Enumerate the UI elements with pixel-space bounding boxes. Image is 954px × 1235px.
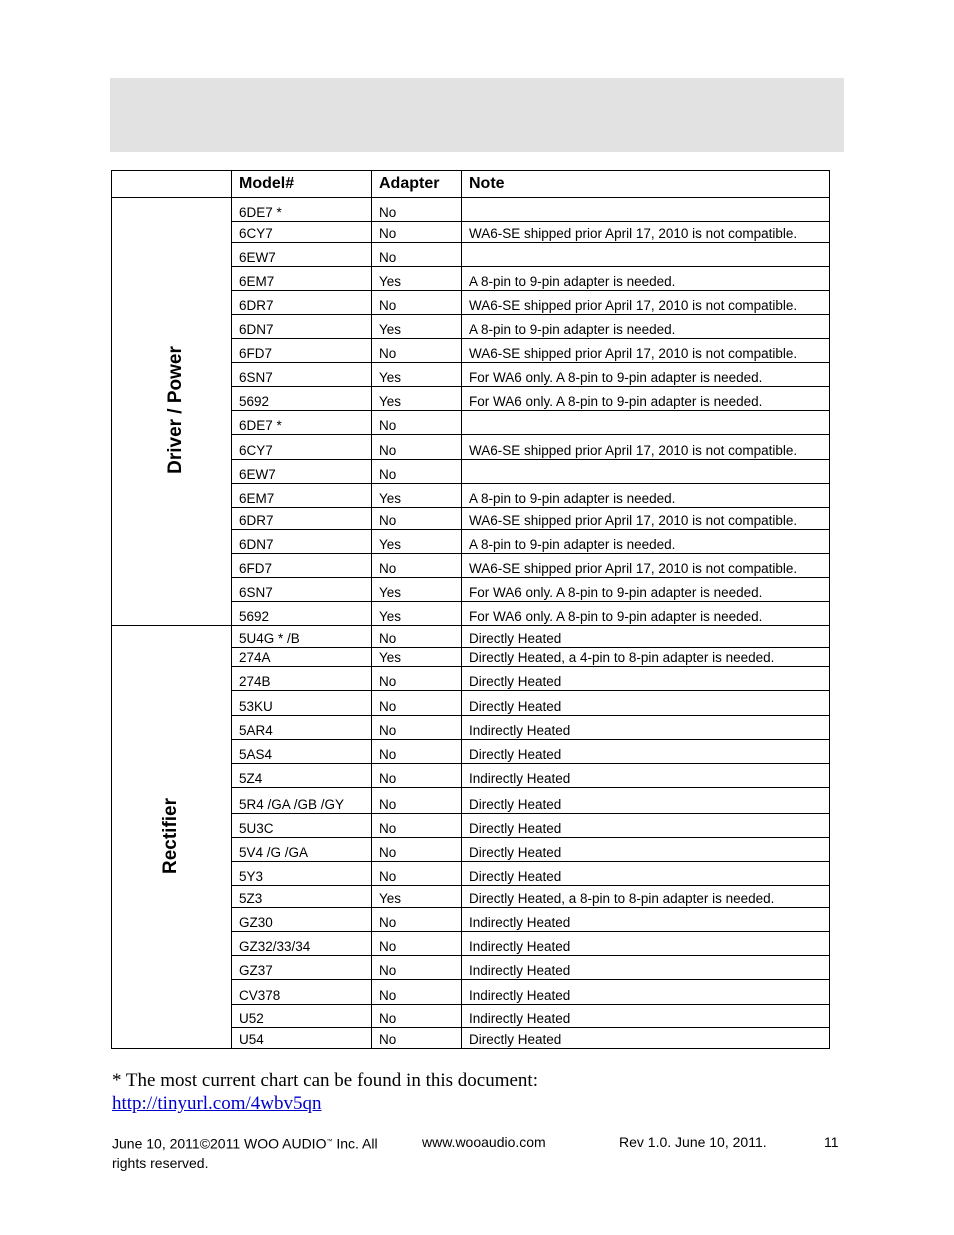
group-label-text: Driver / Power bbox=[164, 346, 186, 474]
cell-model: 5U3C bbox=[232, 814, 372, 838]
cell-model: GZ32/33/34 bbox=[232, 932, 372, 956]
cell-adapter: No bbox=[372, 980, 462, 1005]
cell-note: Directly Heated bbox=[462, 1028, 830, 1049]
cell-note: WA6-SE shipped prior April 17, 2010 is not compatible. bbox=[462, 339, 830, 363]
cell-adapter: No bbox=[372, 764, 462, 788]
copyright-text: June 10, 2011©2011 WOO AUDIO bbox=[112, 1135, 327, 1152]
cell-model: 5Z3 bbox=[232, 886, 372, 908]
header-banner bbox=[110, 78, 844, 152]
cell-note: Directly Heated bbox=[462, 838, 830, 862]
cell-model: 274B bbox=[232, 667, 372, 691]
cell-model: 5V4 /G /GA bbox=[232, 838, 372, 862]
cell-adapter: No bbox=[372, 435, 462, 460]
footnote-text: * The most current chart can be found in this document: bbox=[112, 1070, 538, 1091]
cell-adapter: No bbox=[372, 908, 462, 932]
copyright-text-end: Inc. All bbox=[332, 1135, 378, 1152]
cell-model: 6DR7 bbox=[232, 508, 372, 530]
cell-note: WA6-SE shipped prior April 17, 2010 is not compatible. bbox=[462, 435, 830, 460]
cell-note: Indirectly Heated bbox=[462, 932, 830, 956]
cell-note: A 8-pin to 9-pin adapter is needed. bbox=[462, 530, 830, 554]
cell-note: A 8-pin to 9-pin adapter is needed. bbox=[462, 267, 830, 291]
cell-note: Indirectly Heated bbox=[462, 764, 830, 788]
cell-model: 6DR7 bbox=[232, 291, 372, 315]
cell-adapter: Yes bbox=[372, 363, 462, 387]
cell-adapter: Yes bbox=[372, 484, 462, 508]
cell-note: A 8-pin to 9-pin adapter is needed. bbox=[462, 315, 830, 339]
cell-adapter: Yes bbox=[372, 602, 462, 626]
cell-note: Indirectly Heated bbox=[462, 956, 830, 980]
cell-model: U54 bbox=[232, 1028, 372, 1049]
cell-adapter: Yes bbox=[372, 886, 462, 908]
cell-adapter: No bbox=[372, 411, 462, 435]
cell-adapter: No bbox=[372, 814, 462, 838]
cell-model: 6FD7 bbox=[232, 554, 372, 578]
cell-note: For WA6 only. A 8-pin to 9-pin adapter is needed. bbox=[462, 578, 830, 602]
footnote-link[interactable]: http://tinyurl.com/4wbv5qn bbox=[112, 1093, 322, 1114]
cell-adapter: No bbox=[372, 243, 462, 267]
cell-note: Indirectly Heated bbox=[462, 980, 830, 1005]
cell-model: 6EW7 bbox=[232, 460, 372, 484]
cell-note: Directly Heated bbox=[462, 862, 830, 886]
header-adapter: Adapter bbox=[372, 171, 462, 198]
header-group bbox=[112, 171, 232, 198]
cell-note: For WA6 only. A 8-pin to 9-pin adapter is needed. bbox=[462, 363, 830, 387]
page-number: 11 bbox=[824, 1134, 839, 1150]
cell-adapter: No bbox=[372, 667, 462, 691]
cell-adapter: No bbox=[372, 339, 462, 363]
cell-note: Directly Heated, a 8-pin to 8-pin adapter is needed. bbox=[462, 886, 830, 908]
footer-copyright bbox=[112, 1133, 402, 1173]
cell-note: WA6-SE shipped prior April 17, 2010 is not compatible. bbox=[462, 222, 830, 243]
cell-adapter: No bbox=[372, 554, 462, 578]
cell-note bbox=[462, 460, 830, 484]
cell-model: 6CY7 bbox=[232, 435, 372, 460]
cell-note: Directly Heated bbox=[462, 814, 830, 838]
copyright-text-line2: rights reserved. bbox=[112, 1154, 209, 1171]
cell-model: 53KU bbox=[232, 691, 372, 716]
cell-model: 6DN7 bbox=[232, 315, 372, 339]
cell-model: 5692 bbox=[232, 387, 372, 411]
cell-model: 5Z4 bbox=[232, 764, 372, 788]
cell-model: 5692 bbox=[232, 602, 372, 626]
cell-adapter: No bbox=[372, 198, 462, 222]
cell-note bbox=[462, 411, 830, 435]
cell-model: 5AS4 bbox=[232, 740, 372, 764]
cell-adapter: Yes bbox=[372, 267, 462, 291]
header-note: Note bbox=[462, 171, 830, 198]
cell-model: 274A bbox=[232, 648, 372, 667]
cell-note: WA6-SE shipped prior April 17, 2010 is not compatible. bbox=[462, 554, 830, 578]
footnote bbox=[112, 1069, 538, 1115]
cell-note: For WA6 only. A 8-pin to 9-pin adapter is needed. bbox=[462, 387, 830, 411]
cell-adapter: No bbox=[372, 716, 462, 740]
cell-model: 5AR4 bbox=[232, 716, 372, 740]
cell-note: A 8-pin to 9-pin adapter is needed. bbox=[462, 484, 830, 508]
cell-model: 6SN7 bbox=[232, 363, 372, 387]
cell-model: 6FD7 bbox=[232, 339, 372, 363]
header-model: Model# bbox=[232, 171, 372, 198]
cell-adapter: Yes bbox=[372, 315, 462, 339]
cell-model: 6DN7 bbox=[232, 530, 372, 554]
cell-adapter: No bbox=[372, 1005, 462, 1028]
cell-model: 6EW7 bbox=[232, 243, 372, 267]
cell-model: GZ30 bbox=[232, 908, 372, 932]
cell-model: 6EM7 bbox=[232, 267, 372, 291]
cell-adapter: No bbox=[372, 838, 462, 862]
group-label bbox=[112, 346, 231, 474]
table-row bbox=[112, 626, 830, 648]
cell-model: 5Y3 bbox=[232, 862, 372, 886]
cell-adapter: No bbox=[372, 862, 462, 886]
cell-note: WA6-SE shipped prior April 17, 2010 is not compatible. bbox=[462, 291, 830, 315]
cell-adapter: No bbox=[372, 460, 462, 484]
cell-note: Directly Heated, a 4-pin to 8-pin adapter is needed. bbox=[462, 648, 830, 667]
table-header-row bbox=[112, 171, 830, 198]
cell-adapter: No bbox=[372, 932, 462, 956]
cell-note bbox=[462, 198, 830, 222]
cell-model: 5U4G * /B bbox=[232, 626, 372, 648]
cell-note: Indirectly Heated bbox=[462, 716, 830, 740]
cell-model: 6EM7 bbox=[232, 484, 372, 508]
cell-adapter: No bbox=[372, 691, 462, 716]
cell-adapter: No bbox=[372, 788, 462, 814]
cell-adapter: No bbox=[372, 956, 462, 980]
cell-adapter: No bbox=[372, 1028, 462, 1049]
table-row bbox=[112, 198, 830, 222]
cell-model: GZ37 bbox=[232, 956, 372, 980]
cell-adapter: No bbox=[372, 222, 462, 243]
cell-adapter: No bbox=[372, 508, 462, 530]
cell-note: Directly Heated bbox=[462, 788, 830, 814]
cell-note: Directly Heated bbox=[462, 667, 830, 691]
trademark-symbol: ™ bbox=[326, 1139, 333, 1145]
cell-model: 5R4 /GA /GB /GY bbox=[232, 788, 372, 814]
cell-note: For WA6 only. A 8-pin to 9-pin adapter is needed. bbox=[462, 602, 830, 626]
group-cell bbox=[112, 198, 232, 626]
cell-model: 6SN7 bbox=[232, 578, 372, 602]
cell-adapter: Yes bbox=[372, 387, 462, 411]
group-label-text: Rectifier bbox=[160, 797, 182, 874]
cell-note: Indirectly Heated bbox=[462, 1005, 830, 1028]
group-cell bbox=[112, 626, 232, 1049]
cell-adapter: Yes bbox=[372, 648, 462, 667]
cell-note: Directly Heated bbox=[462, 626, 830, 648]
footer-website: www.wooaudio.com bbox=[422, 1134, 546, 1150]
cell-model: 6CY7 bbox=[232, 222, 372, 243]
cell-model: CV378 bbox=[232, 980, 372, 1005]
cell-adapter: No bbox=[372, 291, 462, 315]
cell-adapter: No bbox=[372, 740, 462, 764]
footer-revision: Rev 1.0. June 10, 2011. bbox=[619, 1134, 767, 1150]
cell-model: 6DE7 * bbox=[232, 198, 372, 222]
group-label bbox=[112, 797, 231, 874]
cell-adapter: Yes bbox=[372, 530, 462, 554]
cell-adapter: Yes bbox=[372, 578, 462, 602]
table-body bbox=[112, 198, 830, 1049]
cell-note: Directly Heated bbox=[462, 740, 830, 764]
cell-note: Indirectly Heated bbox=[462, 908, 830, 932]
cell-note bbox=[462, 243, 830, 267]
cell-note: Directly Heated bbox=[462, 691, 830, 716]
tube-compatibility-table bbox=[111, 170, 830, 1049]
cell-adapter: No bbox=[372, 626, 462, 648]
cell-note: WA6-SE shipped prior April 17, 2010 is not compatible. bbox=[462, 508, 830, 530]
cell-model: U52 bbox=[232, 1005, 372, 1028]
cell-model: 6DE7 * bbox=[232, 411, 372, 435]
